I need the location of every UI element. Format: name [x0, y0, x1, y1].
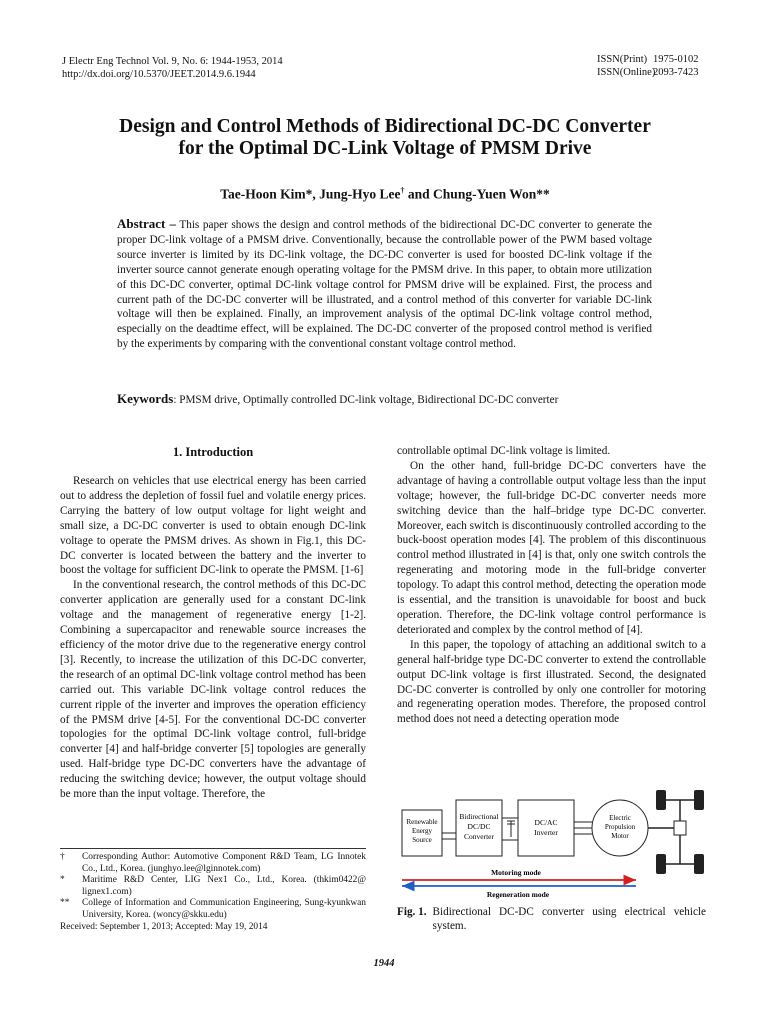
section-heading: 1. Introduction	[172, 445, 254, 459]
issn-block	[597, 54, 699, 79]
abstract	[117, 217, 652, 352]
paragraph: In this paper, the topology of attaching an additional switch to a general half-bridge type DC-DC converter to extend the controllable output DC-link voltage is first illustrated. Second, the designated DC-DC converter is controlled by only one controller for motoring and regenerating operation modes. Therefore, the proposed control method does not need a detecting operation mode	[397, 638, 706, 726]
figure-caption	[397, 905, 706, 933]
journal-citation	[62, 56, 283, 81]
paragraph: Research on vehicles that use electrical energy has been carried out to address the depletion of fossil fuel and volatile energy prices. Carrying the battery of low output voltage for light weight and small size, a DC-DC converter is used to obtain enough DC-link voltage to operate the PMSM drives. As shown in Fig.1, this DC-DC converter is located between the battery and the inverter to boost the voltage for sufficient DC-link to operate the PMSM. [1-6]	[60, 475, 366, 577]
wheel-icon	[694, 790, 704, 810]
footnote	[60, 852, 366, 875]
doi-line: http://dx.doi.org/10.5370/JEET.2014.9.6.1944	[62, 68, 256, 80]
issn-online-label: ISSN(Online)	[597, 66, 656, 78]
issn-print-label: ISSN(Print)	[597, 54, 648, 65]
motor-label-1: Electric	[609, 814, 631, 822]
motor-label-3: Motor	[611, 832, 629, 840]
abstract-label: Abstract –	[117, 216, 176, 231]
box2-label-1: Bidirectional	[459, 812, 499, 821]
box1-label-1: Renewable	[406, 818, 438, 826]
caption-label: Fig. 1.	[397, 906, 427, 918]
footnotes	[60, 852, 366, 933]
wheel-icon	[656, 790, 666, 810]
authors	[60, 186, 710, 203]
title-line-2: for the Optimal DC-Link Voltage of PMSM Drive	[178, 138, 592, 159]
authors-part-2: and Chung-Yuen Won**	[404, 186, 550, 202]
footnote	[60, 875, 366, 898]
footnote-text: Corresponding Author: Automotive Component R&D Team, LG Innotek Co., Ltd., Korea. (junghyo.lee@lginnotek.com)	[82, 852, 366, 874]
wheel-icon	[694, 854, 704, 874]
caption-text: Bidirectional DC-DC converter using electrical vehicle system.	[432, 906, 706, 932]
footnote-symbol: †	[60, 852, 65, 862]
received-line: Received: September 1, 2013; Accepted: May 19, 2014	[60, 921, 268, 932]
footnote-rule	[60, 848, 366, 849]
box2-label-2: DC/DC	[467, 822, 491, 831]
regeneration-mode-label: Regeneration mode	[486, 890, 550, 899]
box1-label-2: Energy	[411, 827, 433, 835]
authors-part-1: Tae-Hoon Kim*, Jung-Hyo Lee	[220, 186, 401, 202]
differential	[674, 821, 686, 835]
keywords	[117, 391, 677, 407]
paper-title	[60, 116, 710, 160]
keywords-text: : PMSM drive, Optimally controlled DC-link voltage, Bidirectional DC-DC converter	[173, 394, 559, 406]
footnote-symbol: **	[60, 898, 70, 909]
title-line-1: Design and Control Methods of Bidirectional DC-DC Converter	[119, 116, 651, 137]
paragraph: controllable optimal DC-link voltage is limited.	[397, 445, 611, 457]
issn-online: 2093-7423	[653, 66, 699, 78]
footnote-text: Maritime R&D Center, LIG Nex1 Co., Ltd., Korea. (thkim0422@ lignex1.com)	[82, 875, 366, 897]
paragraph: In the conventional research, the control methods of this DC-DC converter application are generally used for a constant DC-link voltage and the management of regenerative energy [1-2]. Combining a supercapacitor and renewable source increases the efficiency of the motor drive due to the regenerative energy control [3]. Recently, to increase the utilization of this DC-DC converter, the research of an optimal DC-link voltage control method has been carried out. This variable DC-link voltage control reduces the current ripple of the inverter and improves the operation efficiency of the PMSM drive [4-5]. For the conventional DC-DC converter topologies for the optimal DC-link voltage control, full-bridge converter [4] and half-bridge converter [5] topologies are generally used. Half-bridge type DC-DC converters have the advantage of reducing the switching device; however, the output voltage should be more than the input voltage. Therefore, the	[60, 579, 366, 801]
box3-label-1: DC/AC	[534, 818, 558, 827]
motor-label-2: Propulsion	[604, 823, 636, 831]
right-column	[397, 444, 706, 727]
paragraph: On the other hand, full-bridge DC-DC converters have the advantage of having a controllable output voltage less than the input voltage; however, the full-bridge DC-DC converter needs more switching device than the half–bridge type DC-DC converter. Moreover, each switch is discontinuously controlled according to the buck-boost operation modes [4]. The problem of this discontinuous control method illustrated in [4] is that, only one switch controls the regenerating and motoring mode in the full-bridge converter topology. To adapt this control method, detecting the operation mode is essential, and the transition is unavoidable for boost and buck operation. Therefore, the DC-link voltage control performance is deteriorated and complex by the control method of [4].	[397, 459, 706, 636]
keywords-label: Keywords	[117, 391, 174, 406]
box3-label-2: Inverter	[534, 828, 558, 837]
figure-1-diagram	[398, 788, 708, 900]
issn-print: 1975-0102	[653, 54, 699, 65]
abstract-text: This paper shows the design and control methods of the bidirectional DC-DC converter to generate the proper DC-link voltage of a PMSM drive. Conventionally, because the controllable power of the PWM based voltage source inverter is limited by its DC-link voltage, the DC-DC converter is used for boosted DC-link voltage if the inverter source cannot generate enough operating voltage for the PMSM drive. In this paper, to obtain more utilization of this DC-DC converter, optimal DC-link voltage control for PMSM drive will be explained. First, the process and current path of the DC-DC converter will be illustrated, and a control method of this converter for variable DC-link voltage will then be explained. Finally, an improvement analysis of the optimal DC-link voltage control method, especially on the deadtime effect, will be explained. The DC-DC converter of the proposed control method is verified by the experiments by comparing with the conventional constant voltage control method.	[117, 219, 652, 351]
journal-line: J Electr Eng Technol Vol. 9, No. 6: 1944-1953, 2014	[62, 56, 283, 67]
footnote-symbol: *	[60, 875, 65, 886]
wheel-icon	[656, 854, 666, 874]
motoring-mode-label: Motoring mode	[491, 868, 541, 877]
left-column	[60, 474, 366, 802]
page-number: 1944	[373, 958, 395, 969]
dagger-mark: †	[400, 186, 405, 195]
footnote-text: College of Information and Communication Engineering, Sung-kyunkwan University, Korea. (woncy@skku.edu)	[82, 898, 366, 920]
box2-label-3: Converter	[464, 832, 494, 841]
footnote	[60, 898, 366, 921]
box1-label-3: Source	[412, 836, 432, 844]
